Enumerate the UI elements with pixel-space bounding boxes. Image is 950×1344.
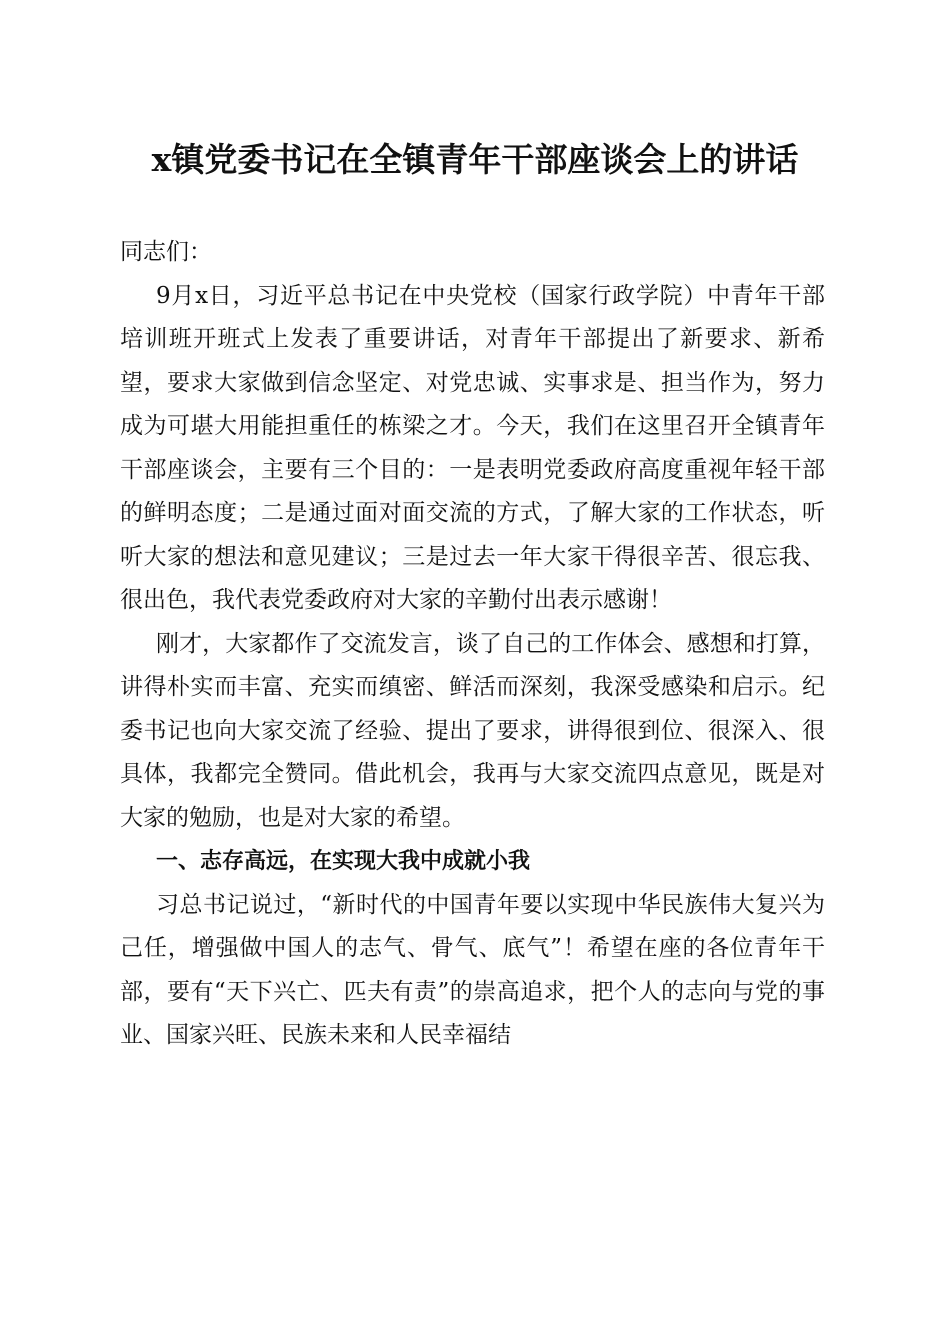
document-title: x镇党委书记在全镇青年干部座谈会上的讲话: [151, 140, 799, 179]
paragraph-section-one: 习总书记说过，“新时代的中国青年要以实现中华民族伟大复兴为己任，增强做中国人的志气、骨气、底气”！希望在座的各位青年干部，要有“天下兴亡、匹夫有责”的崇高追求，把个人的志向与党的事业、国家兴旺、民族未来和人民幸福结: [120, 891, 825, 1048]
salutation: 同志们：: [120, 239, 212, 265]
document-body: [120, 231, 825, 1058]
section-heading: 一、志存高远，在实现大我中成就小我: [156, 849, 531, 874]
paragraph-intro: 9月x日，习近平总书记在中央党校（国家行政学院）中青年干部培训班开班式上发表了重要讲话，对青年干部提出了新要求、新希望，要求大家做到信念坚定、对党忠诚、实事求是、担当作为，努力成为可堪大用能担重任的栋梁之才。今天，我们在这里召开全镇青年干部座谈会，主要有三个目的：一是表明党委政府高度重视年轻干部的鲜明态度；二是通过面对面交流的方式，了解大家的工作状态，听听大家的想法和意见建议；三是过去一年大家干得很辛苦、很忘我、很出色，我代表党委政府对大家的辛勤付出表示感谢！: [120, 282, 825, 613]
paragraph-exchange: 刚才，大家都作了交流发言，谈了自己的工作体会、感想和打算，讲得朴实而丰富、充实而缜密、鲜活而深刻，我深受感染和启示。纪委书记也向大家交流了经验、提出了要求，讲得很到位、很深入、很具体，我都完全赞同。借此机会，我再与大家交流四点意见，既是对大家的勉励，也是对大家的希望。: [120, 630, 825, 831]
